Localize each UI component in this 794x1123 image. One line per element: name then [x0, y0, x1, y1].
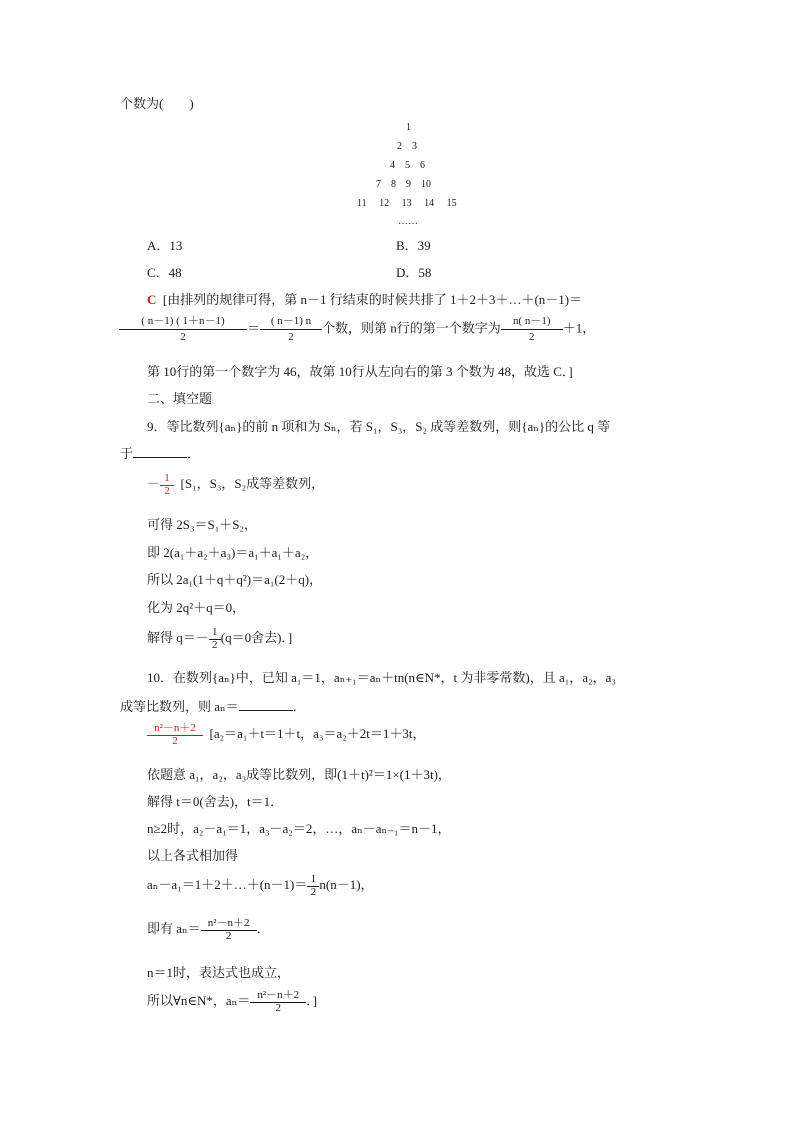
answer-9-fraction [160, 473, 174, 497]
fraction-3-num: n( n－1) [501, 316, 563, 330]
triangle-cell: 7 [376, 179, 381, 190]
q10-step-5-post: n(n－1)， [319, 877, 374, 893]
q10-step-6-pre: 即有 aₙ＝ [147, 921, 201, 937]
triangle-cell: 2 [397, 141, 402, 152]
q9-step-2: 即 2(a₁＋a₂＋a₃)＝a₁＋a₁＋a₂， [147, 545, 319, 560]
q9-solution-intro: [S₁，S₃，S₂成等差数列， [180, 476, 325, 492]
q10-step-8 [147, 990, 317, 1014]
answer-8: C [147, 292, 157, 307]
q9-answer-line [147, 473, 324, 497]
q9-stem-line1: 9．等比数列{aₙ}的前 n 项和为 Sₙ，若 S₁，S₃，S₂ 成等差数列，则{aₙ}的公比 q 等 [147, 419, 611, 434]
section-heading: 二、填空题 [147, 391, 213, 406]
q9-step-1: 可得 2S₃＝S₁＋S₂， [147, 517, 258, 532]
triangle-row-2 [397, 142, 417, 152]
q9-step-5-post: (q＝0舍去)．] [220, 630, 293, 646]
triangle-ellipsis: …… [398, 216, 418, 227]
q9-step-5-fraction [209, 627, 221, 651]
fraction-1 [119, 316, 247, 343]
triangle-cell: 6 [420, 160, 425, 171]
q10-answer-line [147, 723, 426, 747]
q10-step-5-pre: aₙ－a₁＝1＋2＋…＋(n－1)＝ [147, 877, 308, 893]
q10-step-8-den: 2 [275, 1001, 282, 1014]
q9-step-5 [147, 627, 292, 651]
q9-stem-line2 [120, 446, 200, 460]
answer-9-sign: － [147, 476, 161, 492]
q10-step-6 [147, 918, 270, 942]
triangle-cell: 15 [446, 198, 457, 209]
q9-step-4: 化为 2q²＋q＝0， [147, 600, 246, 615]
triangle-cell: 13 [401, 198, 412, 209]
triangle-cell: 8 [391, 179, 396, 190]
triangle-row-3 [390, 161, 425, 171]
triangle-row-5 [357, 199, 457, 209]
solution-8-line1 [147, 293, 582, 306]
q10-step-6-post: ． [256, 921, 270, 937]
q9-step-5-pre: 解得 q＝－ [147, 630, 209, 646]
option-b: B．39 [396, 238, 431, 253]
q10-step-5-num: 1 [307, 874, 319, 887]
q9-stem-suffix: ． [187, 446, 201, 461]
equals: ＝ [247, 320, 261, 336]
triangle-cell: 4 [390, 160, 395, 171]
q10-stem-line2 [120, 699, 306, 713]
triangle-row-4 [376, 180, 431, 190]
q9-step-5-den: 2 [212, 638, 218, 651]
triangle-row-1 [406, 123, 411, 133]
q10-step-8-fraction [250, 990, 306, 1014]
answer-10-den: 2 [172, 734, 178, 747]
fraction-2-num: ( n－1) n [260, 316, 322, 330]
triangle-cell: 5 [405, 160, 410, 171]
q9-stem-prefix: 于 [120, 446, 134, 461]
fraction-3 [501, 316, 563, 343]
q9-step-5-num: 1 [209, 627, 221, 640]
triangle-cell: 1 [406, 122, 411, 133]
fraction-1-den: 2 [180, 330, 186, 343]
answer-10-fraction [147, 723, 203, 747]
triangle-cell: 11 [357, 198, 367, 209]
q10-step-5 [147, 874, 374, 898]
q10-step-3: n≥2时，a₂－a₁＝1，a₃－a₂＝2，…，aₙ－aₙ₋₁＝n－1， [147, 821, 451, 836]
q10-solution-intro: [a₂＝a₁＋t＝1＋t，a₃＝a₂＋2t＝1＋3t， [209, 726, 426, 742]
option-c: C．48 [147, 265, 182, 280]
q10-step-5-fraction [307, 874, 319, 898]
q10-step-6-den: 2 [225, 929, 232, 942]
fraction-2 [260, 316, 322, 343]
answer-9-num: 1 [160, 473, 174, 486]
option-a: A．13 [147, 238, 183, 253]
q10-step-8-pre: 所以∀n∈N*，aₙ＝ [147, 993, 251, 1009]
q10-step-6-fraction [201, 918, 257, 942]
solution-8-mid: 个数，则第 n行的第一个数字为 [322, 320, 501, 336]
q10-step-8-post: ．] [306, 993, 318, 1009]
q10-step-6-num: n²－n＋2 [201, 918, 257, 931]
triangle-cell: 9 [406, 179, 411, 190]
fraction-2-den: 2 [288, 330, 294, 343]
q10-step-8-num: n²－n＋2 [250, 990, 306, 1003]
solution-8-line2 [119, 316, 595, 343]
triangle-cell: 14 [424, 198, 435, 209]
q10-step-5-den: 2 [310, 885, 317, 898]
q10-step-4: 以上各式相加得 [147, 848, 239, 863]
q10-stem-prefix: 成等比数列，则 aₙ＝ [120, 699, 239, 714]
q9-step-3: 所以 2a₁(1＋q＋q²)＝a₁(2＋q)， [147, 572, 323, 587]
fraction-3-den: 2 [529, 330, 535, 343]
q8-stem-tail: 个数为( ) [120, 96, 194, 111]
solution-8-line3: 第 10行的第一个数字为 46，故第 10行从左向右的第 3 个数为 48，故选 C．] [147, 364, 573, 379]
triangle-cell: 3 [412, 141, 417, 152]
q10-stem-line1: 10．在数列{aₙ}中，已知 a₁＝1，aₙ₊₁＝aₙ＋tn(n∈N*，t 为非零常数)，且 a₁，a₂，a₃ [147, 670, 616, 685]
solution-8-tail: ＋1， [562, 320, 596, 336]
q10-step-7: n＝1时，表达式也成立， [147, 965, 291, 980]
q10-stem-suffix: ． [292, 699, 306, 714]
answer-10-num: n²－n＋2 [147, 723, 203, 736]
answer-blank [239, 699, 293, 711]
triangle-cell: 12 [379, 198, 390, 209]
q10-step-1: 依题意 a₁，a₂，a₃成等比数列，即(1＋t)²＝1×(1＋3t)， [147, 767, 451, 782]
answer-blank [133, 446, 187, 458]
option-d: D．58 [396, 265, 432, 280]
answer-9-den: 2 [164, 484, 170, 497]
triangle-cell: 10 [421, 179, 431, 190]
solution-8-text: [由排列的规律可得，第 n－1 行结束的时候共排了 1＋2＋3＋…＋(n－1)＝ [162, 292, 583, 307]
q10-step-2: 解得 t＝0(舍去)，t＝1． [147, 794, 284, 809]
fraction-1-num: ( n－1) ( 1＋n－1) [119, 316, 247, 330]
